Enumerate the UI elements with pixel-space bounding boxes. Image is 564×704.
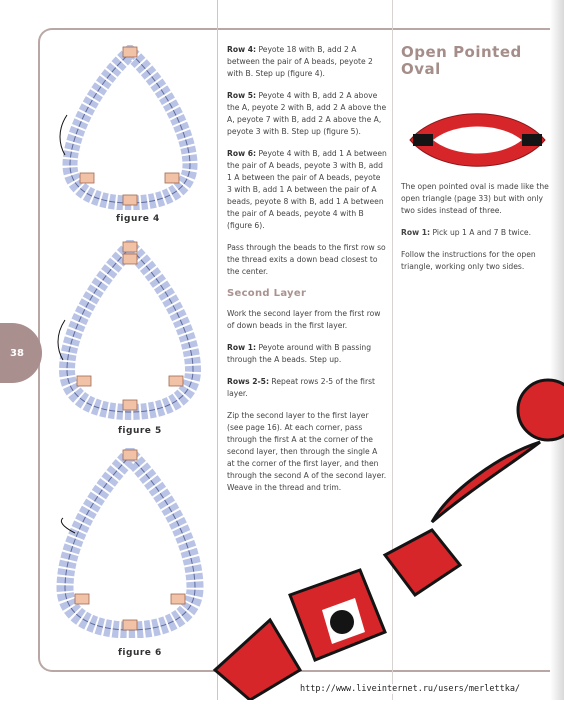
figure-6-diagram	[55, 448, 205, 638]
row-text: Peyote 4 with B, add 1 A between the pair of A beads, peyote 3 with B, add 1 A between the pair of A beads, peyote 3 with B, add 1 A between the pair of A beads, peyote 8 with B, add 1 A between the pair of A beads, peyote 4 with B (figure 6).	[227, 149, 387, 230]
row-text: Peyote 4 with B, add 2 A above the A, peyote 2 with B, add 2 A above the A, peyote 7 with B, add 2 A above the A, peyote 3 with B. Step up (figure 5).	[227, 91, 387, 136]
row-label: Row 1:	[401, 228, 431, 237]
figure-6-label: figure 6	[118, 648, 162, 658]
oval-intro: The open pointed oval is made like the open triangle (page 33) but with only two sides instead of three.	[401, 182, 549, 215]
open-pointed-oval-photo	[405, 100, 550, 184]
row-text: Repeat rows 2-5 of the first layer.	[227, 377, 376, 398]
oval-follow: Follow the instructions for the open triangle, working only two sides.	[401, 250, 536, 271]
second-layer-intro: Work the second layer from the first row of down beads in the first layer.	[227, 309, 381, 330]
figure-5-label: figure 5	[118, 426, 162, 436]
row-1-paragraph	[227, 342, 387, 366]
row-4-paragraph	[227, 44, 387, 80]
row-label: Row 6:	[227, 149, 257, 158]
oval-row-1	[401, 227, 556, 239]
source-credit-url: http://www.liveinternet.ru/users/merlettka/	[300, 684, 521, 694]
row-text: Pick up 1 A and 7 B twice.	[430, 228, 531, 237]
row-label: Row 5:	[227, 91, 257, 100]
row-text: Peyote 18 with B, add 2 A between the pair of A beads, peyote 2 with B. Step up (figure 4).	[227, 45, 373, 78]
figure-5-diagram	[55, 240, 205, 420]
bracelet-photo	[210, 370, 564, 704]
row-label: Row 1:	[227, 343, 257, 352]
row-5-paragraph	[227, 90, 387, 138]
pass-through-paragraph: Pass through the beads to the first row so the thread exits a down bead closest to the center.	[227, 243, 386, 276]
row-label: Rows 2-5:	[227, 377, 269, 386]
figure-4-label: figure 4	[116, 214, 160, 224]
section-title: Open Pointed Oval	[401, 43, 522, 78]
second-layer-heading: Second Layer	[227, 288, 307, 299]
row-6-paragraph	[227, 148, 387, 232]
page-number: 38	[10, 347, 24, 359]
row-label: Row 4:	[227, 45, 257, 54]
page-number-tab	[0, 323, 42, 383]
zip-paragraph: Zip the second layer to the first layer (see page 16). At each corner, pass through the first A at the corner of the second layer, then through the single A at the corner of the first layer, and then through the second A of the second layer. Weave in the thread and trim.	[227, 411, 387, 492]
row-text: Peyote around with B passing through the A beads. Step up.	[227, 343, 372, 364]
figure-4-diagram	[55, 45, 205, 210]
